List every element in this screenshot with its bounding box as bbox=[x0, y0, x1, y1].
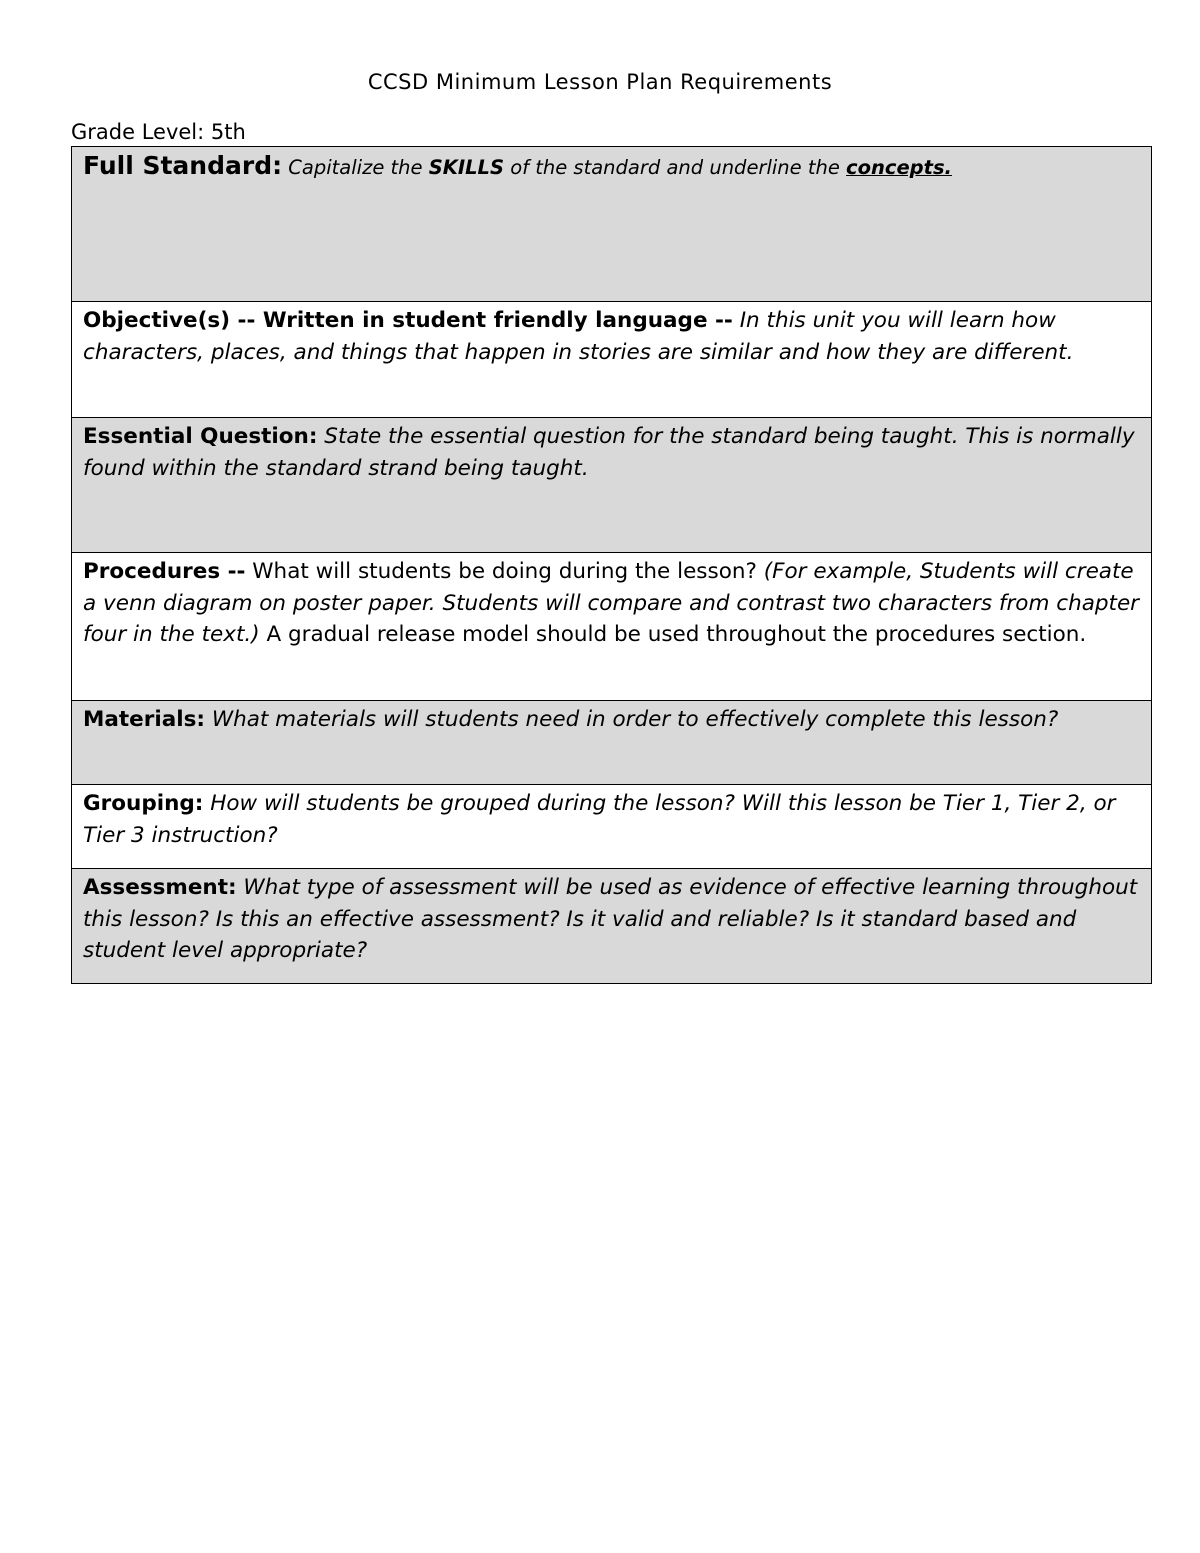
essential-question-label: Essential Question: bbox=[83, 424, 318, 449]
row-procedures bbox=[72, 553, 1152, 701]
procedures-example: (For example, Students will create a venn diagram on poster paper. Students will compare and contrast two characters from chapter four in the text.) bbox=[83, 559, 1140, 647]
objective-label: Objective(s) -- Written in student friendly language -- bbox=[83, 308, 733, 333]
row-essential-question bbox=[72, 418, 1152, 553]
assessment-text: What type of assessment will be used as evidence of effective learning throughout this lesson? Is this an effective assessment? Is it valid and reliable? Is it standard based and student level appropriate? bbox=[83, 875, 1138, 963]
row-grouping bbox=[72, 785, 1152, 869]
procedures-text-1: What will students be doing during the lesson? bbox=[245, 559, 764, 584]
row-assessment bbox=[72, 869, 1152, 984]
full-standard-text-1: Capitalize the bbox=[282, 156, 429, 179]
assessment-cell bbox=[72, 869, 1152, 984]
grouping-cell bbox=[72, 785, 1152, 869]
full-standard-label: Full Standard: bbox=[83, 151, 283, 180]
row-materials bbox=[72, 701, 1152, 785]
lesson-plan-table bbox=[71, 146, 1152, 984]
materials-text: What materials will students need in order to effectively complete this lesson? bbox=[205, 707, 1059, 732]
document-title: CCSD Minimum Lesson Plan Requirements bbox=[367, 70, 833, 94]
full-standard-cell bbox=[72, 147, 1152, 302]
full-standard-text-2: of the standard and underline the bbox=[504, 156, 847, 179]
row-full-standard bbox=[72, 147, 1152, 302]
objective-text: In this unit you will learn how characters, places, and things that happen in stories are similar and how they are different. bbox=[83, 308, 1074, 365]
concepts-word: concepts. bbox=[846, 156, 952, 179]
assessment-label: Assessment: bbox=[83, 875, 237, 900]
essential-question-cell bbox=[72, 418, 1152, 553]
grouping-text: How will students be grouped during the lesson? Will this lesson be Tier 1, Tier 2, or Tier 3 instruction? bbox=[83, 791, 1116, 848]
objective-cell bbox=[72, 302, 1152, 418]
skills-word: SKILLS bbox=[428, 156, 505, 179]
procedures-text-2: A gradual release model should be used throughout the procedures section. bbox=[259, 622, 1087, 647]
grouping-label: Grouping: bbox=[83, 791, 204, 816]
essential-question-text: State the essential question for the standard being taught. This is normally found within the standard strand being taught. bbox=[83, 424, 1135, 481]
grade-level: Grade Level: 5th bbox=[71, 120, 246, 144]
procedures-label: Procedures -- bbox=[83, 559, 246, 584]
procedures-cell bbox=[72, 553, 1152, 701]
materials-cell bbox=[72, 701, 1152, 785]
row-objective bbox=[72, 302, 1152, 418]
materials-label: Materials: bbox=[83, 707, 206, 732]
